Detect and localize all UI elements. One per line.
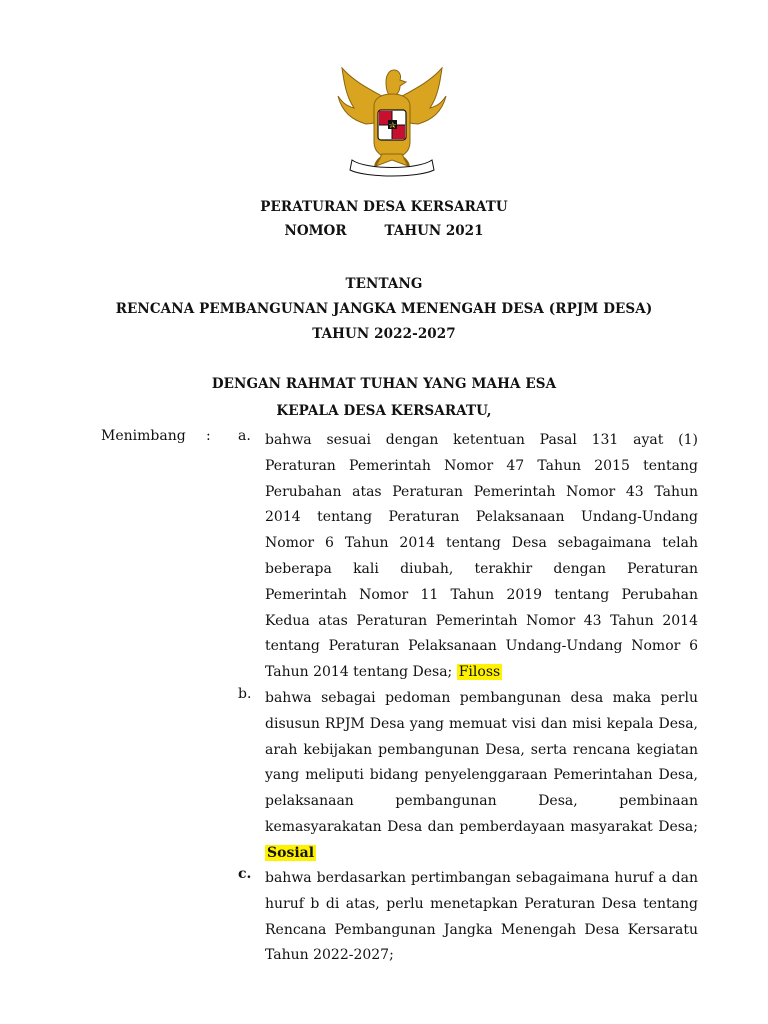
tentang-heading: TENTANG	[345, 276, 423, 292]
regulation-number-line	[0, 223, 768, 239]
invocation: DENGAN RAHMAT TUHAN YANG MAHA ESA	[211, 376, 557, 392]
regulation-period: TAHUN 2022-2027	[312, 326, 456, 342]
item-text	[265, 686, 698, 867]
highlighted-annotation: Filoss	[458, 664, 501, 681]
garuda-pancasila-emblem	[336, 62, 448, 180]
item-marker: b.	[238, 686, 252, 702]
considering-colon: :	[206, 428, 211, 444]
nomor-label: NOMOR	[284, 223, 347, 239]
tahun-label: TAHUN 2021	[384, 223, 484, 239]
regulation-title: PERATURAN DESA KERSARATU	[260, 199, 508, 215]
emblem-graphic	[336, 62, 448, 180]
regulation-subject: RENCANA PEMBANGUNAN JANGKA MENENGAH DESA (RPJM DESA)	[115, 301, 653, 317]
issuing-official: KEPALA DESA KERSARATU,	[276, 403, 492, 419]
item-text-body: bahwa sesuai dengan ketentuan Pasal 131 ayat (1) Peraturan Pemerintah Nomor 47 Tahun 2015 tentang Perubahan atas Peraturan Pemerintah Nomor 43 Tahun 2014 tentang Peraturan Pelaksanaan Undang-Undang Nomor 6 Tahun 2014 tentang Desa sebagaimana telah beberapa kali diubah, terakhir dengan Peraturan Pemerintah Nomor 11 Tahun 2019 tentang Perubahan Kedua atas Peraturan Pemerintah Nomor 43 Tahun 2014 tentang Peraturan Pelaksanaan Undang-Undang Nomor 6 Tahun 2014 tentang Desa;	[265, 432, 698, 681]
item-text-body: bahwa berdasarkan pertimbangan sebagaimana huruf a dan huruf b di atas, perlu menetapkan Peraturan Desa tentang Rencana Pembangunan Jangka Menengah Desa Kersaratu Tahun 2022-2027;	[265, 870, 698, 964]
item-text	[265, 428, 698, 686]
item-text-body: bahwa sebagai pedoman pembangunan desa maka perlu disusun RPJM Desa yang memuat visi dan misi kepala Desa, arah kebijakan pembangunan Desa, serta rencana kegiatan yang meliputi bidang penyelenggaraan Pemerintahan Desa, pelaksanaan pembangunan Desa, pembinaan kemasyarakatan Desa dan pemberdayaan masyarakat Desa;	[265, 690, 698, 835]
item-marker: a.	[238, 428, 251, 444]
item-marker: c.	[238, 866, 252, 882]
considering-label: Menimbang	[101, 428, 186, 444]
item-text	[265, 866, 698, 969]
highlighted-annotation: Sosial	[267, 844, 315, 861]
